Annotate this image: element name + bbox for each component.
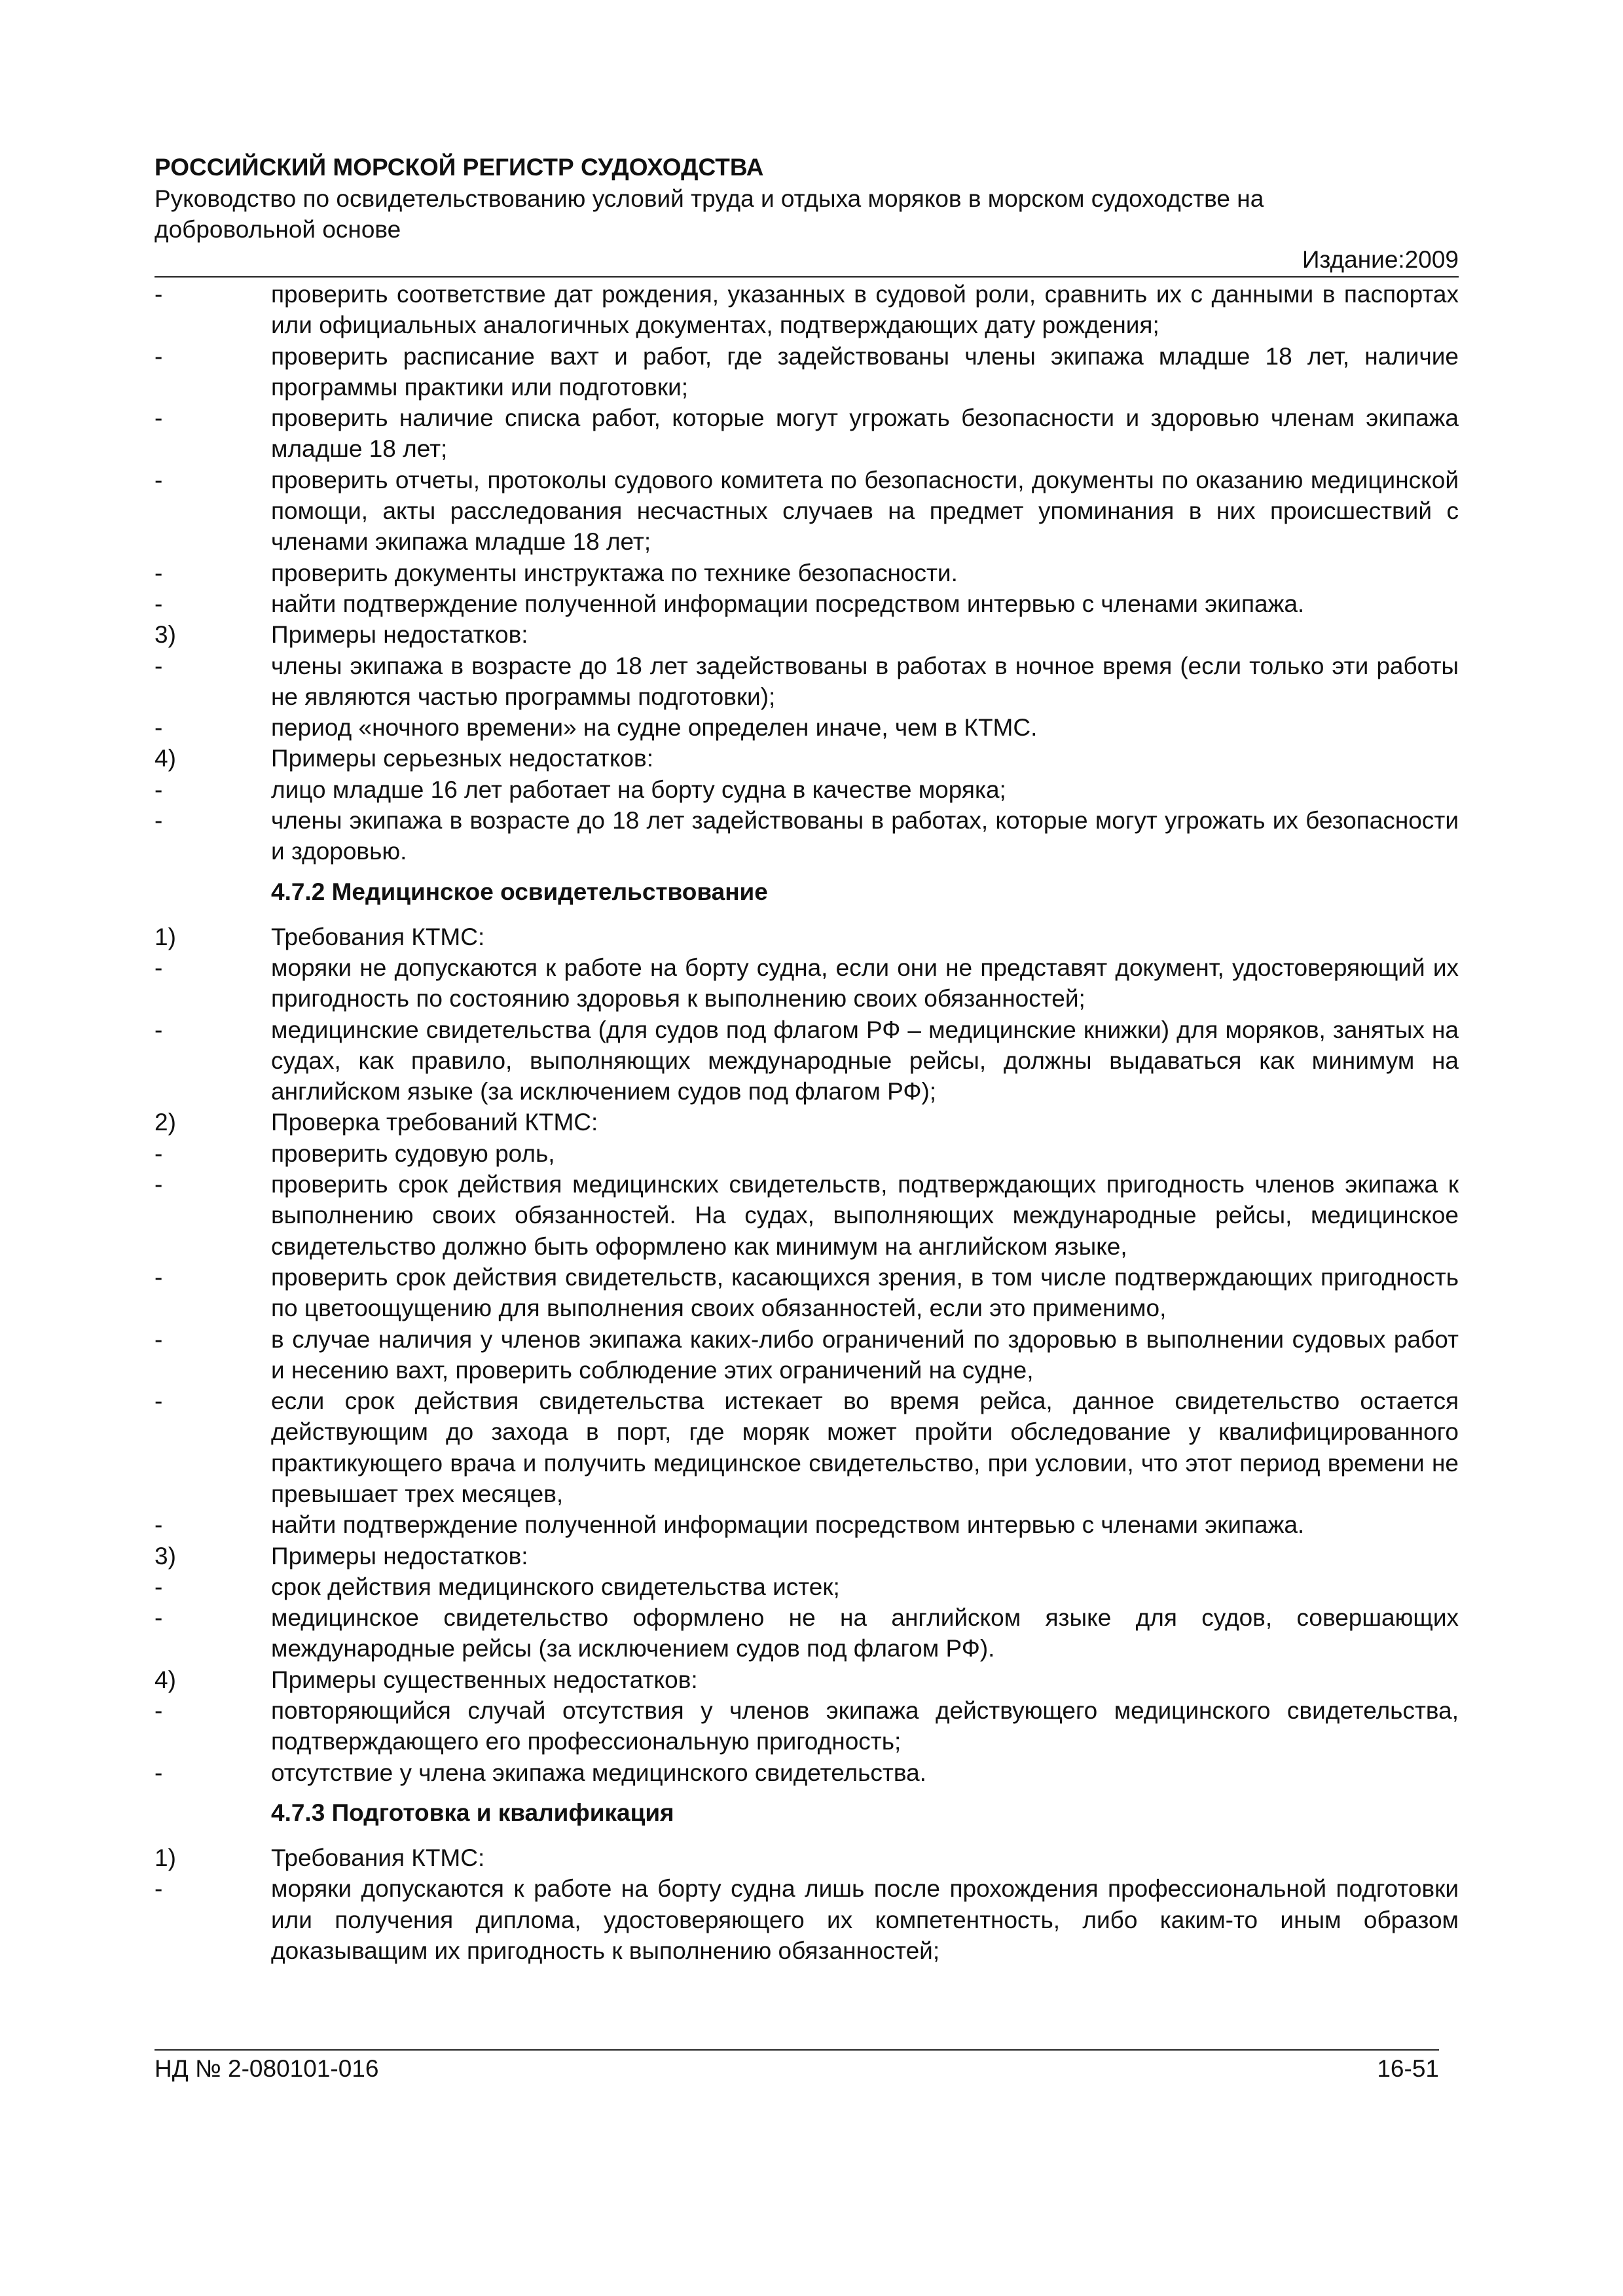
list-section-1 [155,279,1459,867]
list-item-marker: - [155,1511,163,1539]
list-item-text: проверить судовую роль, [271,1139,555,1167]
list-item-text: период «ночного времени» на судне определен иначе, чем в КТМС. [271,714,1038,742]
list-item [155,403,1459,465]
list-item-marker: - [155,559,163,586]
list-item-text: проверить наличие списка работ, которые могут угрожать безопасности и здоровью членам экипажа младше 18 лет; [271,404,1459,463]
list-item-marker: 4) [155,1666,176,1693]
list-item-marker: - [155,466,163,493]
section-heading-4-7-2: 4.7.2 Медицинское освидетельствование [271,878,768,905]
list-item-marker: - [155,776,163,803]
list-item-marker: - [155,1697,163,1725]
list-item-marker: - [155,1875,163,1903]
list-item-marker: - [155,342,163,370]
list-item-text: найти подтверждение полученной информации посредством интервью с членами экипажа. [271,590,1305,617]
document-page [155,152,1459,1966]
page-footer [155,2049,1439,2085]
list-item [155,1873,1459,1966]
section-heading-4-7-3: 4.7.3 Подготовка и квалификация [271,1799,674,1826]
list-item-text: лицо младше 16 лет работает на борту судна в качестве моряка; [271,776,1006,803]
list-item-text: проверить соответствие дат рождения, указанных в судовой роли, сравнить их с данными в паспортах или официальных аналогичных документах, подтверждающих дату рождения; [271,281,1459,339]
list-item [155,952,1459,1014]
list-item-text: члены экипажа в возрасте до 18 лет задействованы в работах в ночное время (если только эти работы не являются частью программы подготовки); [271,652,1459,710]
list-item-text: моряки допускаются к работе на борту судна лишь после прохождения профессиональной подготовки или получения диплома, удостоверяющего их компетентность, либо каким-то иным образом доказыващим их пригодность к выполнению обязанностей; [271,1875,1459,1964]
list-item-text: проверить срок действия медицинских свидетельств, подтверждающих пригодность членов экипажа к выполнению своих обязанностей. На судах, выполняющих международные рейсы, медицинское свидетельство должно быть оформлено как минимум на английском языке, [271,1171,1459,1260]
list-item-marker: - [155,1325,163,1353]
list-item-text: в случае наличия у членов экипажа каких-либо ограничений по здоровью в выполнении судовых работ и несению вахт, проверить соблюдение этих ограничений на судне, [271,1325,1459,1384]
list-section-3 [155,1842,1459,1966]
list-item-text: отсутствие у члена экипажа медицинского свидетельства. [271,1759,926,1786]
document-body [155,279,1459,1966]
list-item [155,712,1459,743]
document-subtitle-line-2: добровольной основе [155,216,401,243]
list-item [155,922,1459,952]
list-item-text: найти подтверждение полученной информации посредством интервью с членами экипажа. [271,1511,1305,1539]
page-number: 16-51 [1377,2055,1439,2082]
list-item [155,588,1459,619]
list-item-text: члены экипажа в возрасте до 18 лет задействованы в работах, которые могут угрожать их безопасности и здоровью. [271,807,1459,865]
list-item-text: Примеры недостатков: [271,1542,528,1570]
list-item-text: Требования КТМС: [271,923,485,950]
list-item-marker: 1) [155,1844,176,1871]
list-item-text: срок действия медицинского свидетельства истек; [271,1573,840,1600]
list-item [155,279,1459,341]
list-item-marker: 4) [155,745,176,772]
list-item [155,1138,1459,1169]
list-item-marker: - [155,1263,163,1291]
edition-label: Издание:2009 [1302,246,1459,273]
list-item-text: проверить отчеты, протоколы судового комитета по безопасности, документы по оказанию медицинской помощи, акты расследования несчастных случаев на предмет упоминания в них происшествий с членами экипажа младше 18 лет; [271,466,1459,556]
list-item-marker: 3) [155,621,176,649]
list-item-text: если срок действия свидетельства истекает во время рейса, данное свидетельство остается действующим до захода в порт, где моряк может пройти обследование у квалифицированного практикующего врача и получить медицинское свидетельство, при условии, что этот период времени не превышает трех месяцев, [271,1388,1459,1507]
list-item [155,1757,1459,1788]
list-item-text: Примеры существенных недостатков: [271,1666,698,1693]
list-item-marker: - [155,281,163,308]
list-item [155,1262,1459,1324]
list-item-marker: 3) [155,1542,176,1570]
list-item [155,558,1459,588]
list-item-marker: 2) [155,1109,176,1136]
list-item-marker: - [155,1388,163,1415]
list-item [155,1602,1459,1664]
list-item-text: медицинские свидетельства (для судов под флагом РФ – медицинские книжки) для моряков, занятых на судах, как правило, выполняющих международные рейсы, должны выдаваться как минимум на английском языке (за исключением судов под флагом РФ); [271,1016,1459,1105]
list-item [155,619,1459,650]
list-section-2 [155,922,1459,1788]
list-item [155,1509,1459,1540]
list-item [155,743,1459,774]
list-item-marker: - [155,1573,163,1600]
list-item [155,1695,1459,1757]
list-item-marker: - [155,714,163,742]
list-item-marker: - [155,404,163,432]
list-item-text: проверить документы инструктажа по технике безопасности. [271,559,958,586]
list-item-marker: - [155,1604,163,1632]
list-item-text: моряки не допускаются к работе на борту судна, если они не представят документ, удостоверяющий их пригодность по состоянию здоровья к выполнению своих обязанностей; [271,954,1459,1013]
list-item [155,651,1459,713]
list-item-text: Примеры недостатков: [271,621,528,649]
list-item-text: повторяющийся случай отсутствия у членов экипажа действующего медицинского свидетельства, подтверждающего его профессиональную пригодность; [271,1697,1459,1755]
document-number: НД № 2-080101-016 [155,2055,379,2082]
list-item [155,805,1459,867]
footer-divider [155,2049,1439,2051]
list-item [155,1324,1459,1386]
list-item-marker: - [155,807,163,834]
organization-title: РОССИЙСКИЙ МОРСКОЙ РЕГИСТР СУДОХОДСТВА [155,154,764,181]
list-item [155,1541,1459,1571]
list-item-text: проверить срок действия свидетельств, касающихся зрения, в том числе подтверждающих пригодность по цветоощущению для выполнения своих обязанностей, если это применимо, [271,1263,1459,1322]
list-item-marker: - [155,1016,163,1043]
list-item-marker: - [155,1759,163,1786]
list-item-marker: - [155,954,163,981]
list-item-text: Проверка требований КТМС: [271,1109,598,1136]
list-item-marker: 1) [155,923,176,950]
header-divider [155,276,1459,278]
document-subtitle-line-1: Руководство по освидетельствованию условий труда и отдыха моряков в морском судоходстве на [155,185,1264,212]
list-item [155,1664,1459,1695]
list-item [155,1571,1459,1602]
list-item-marker: - [155,1139,163,1167]
list-item [155,1169,1459,1262]
list-item-text: Требования КТМС: [271,1844,485,1871]
list-item [155,774,1459,805]
list-item [155,1107,1459,1138]
list-item-text: проверить расписание вахт и работ, где задействованы члены экипажа младше 18 лет, наличие программы практики или подготовки; [271,342,1459,401]
list-item [155,465,1459,558]
list-item-text: Примеры серьезных недостатков: [271,745,653,772]
list-item-text: медицинское свидетельство оформлено не на английском языке для судов, совершающих международные рейсы (за исключением судов под флагом РФ). [271,1604,1459,1662]
list-item [155,1014,1459,1107]
list-item-marker: - [155,1171,163,1198]
list-item-marker: - [155,652,163,679]
list-item-marker: - [155,590,163,617]
list-item [155,1842,1459,1873]
list-item [155,1386,1459,1509]
list-item [155,341,1459,403]
